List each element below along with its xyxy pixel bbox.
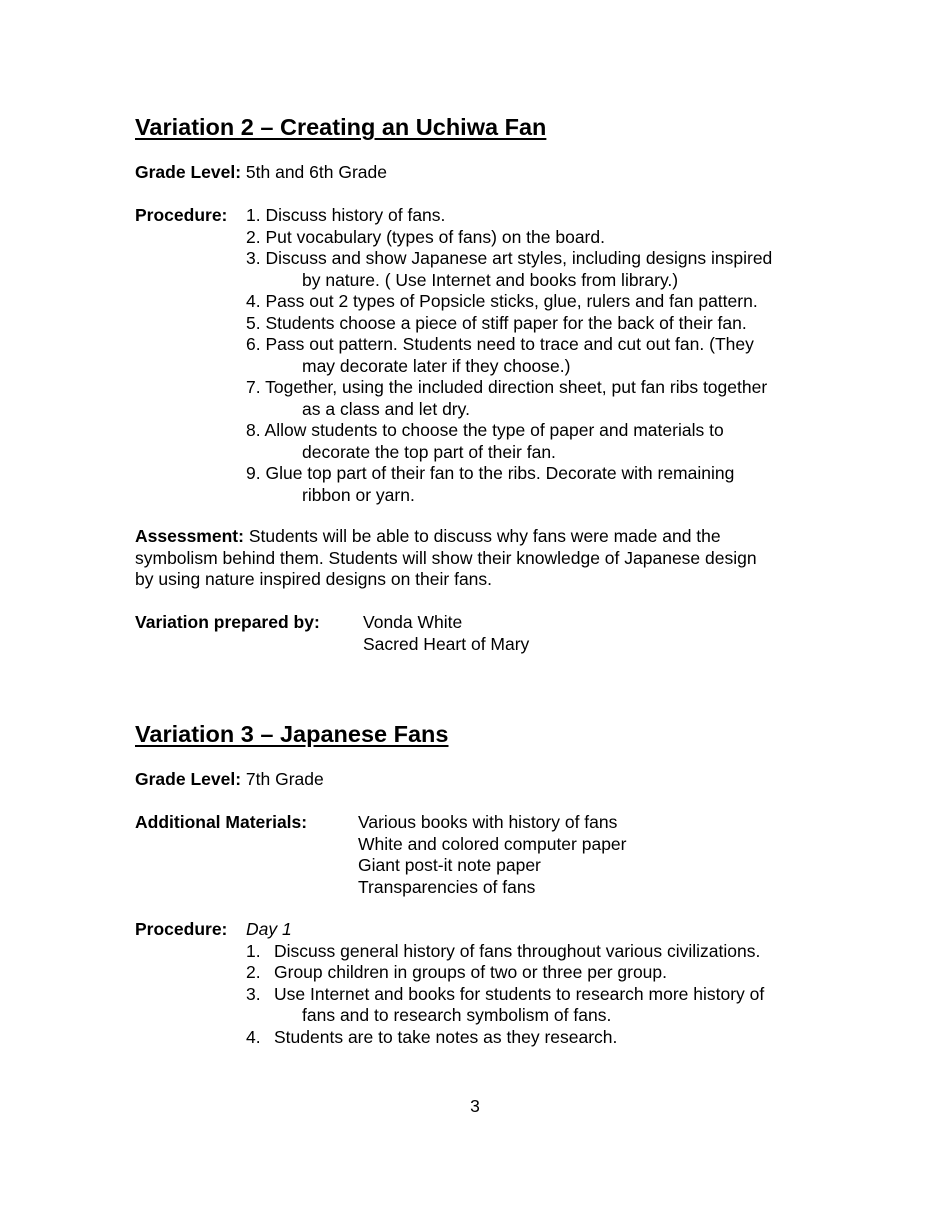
step-text: Discuss general history of fans throughout various civilizations. <box>274 940 761 961</box>
step-text: Glue top part of their fan to the ribs. Decorate with remaining <box>265 463 735 483</box>
v3-day-label: Day 1 <box>246 919 292 939</box>
v2-procedure-step <box>246 227 605 249</box>
v2-procedure-label: Procedure: <box>135 205 228 225</box>
v3-material-item: Various books with history of fans <box>358 812 618 832</box>
v3-material-item: Transparencies of fans <box>358 876 536 897</box>
step-text: Discuss and show Japanese art styles, including designs inspired <box>265 248 773 268</box>
step-text: Use Internet and books for students to research more history of <box>274 983 765 1004</box>
step-text: Students are to take notes as they research. <box>274 1026 618 1047</box>
step-text-continuation: by nature. ( Use Internet and books from library.) <box>302 269 679 290</box>
step-number: 6. <box>246 334 261 354</box>
v3-material-item: Giant post-it note paper <box>358 855 541 875</box>
step-text: Allow students to choose the type of paper and materials to <box>264 420 724 440</box>
v2-procedure-step <box>246 334 754 356</box>
step-text: Group children in groups of two or three per group. <box>274 962 667 982</box>
step-number: 3. <box>246 983 261 1004</box>
step-text: Together, using the included direction sheet, put fan ribs together <box>265 377 768 397</box>
step-number: 1. <box>246 940 261 961</box>
v2-grade-value: 5th and 6th Grade <box>245 162 387 182</box>
step-text-continuation: decorate the top part of their fan. <box>302 441 556 462</box>
v3-material-item: White and colored computer paper <box>358 833 627 854</box>
v2-assessment-label: Assessment: <box>135 526 244 546</box>
v2-procedure-step <box>246 377 767 399</box>
step-text: Pass out 2 types of Popsicle sticks, glue, rulers and fan pattern. <box>265 291 758 311</box>
v2-prepared-label: Variation prepared by: <box>135 612 320 632</box>
v3-grade-level <box>135 769 324 791</box>
step-text-continuation: as a class and let dry. <box>302 398 470 419</box>
page-number: 3 <box>470 1096 480 1116</box>
step-number: 4. <box>246 291 261 311</box>
v3-procedure-label: Procedure: <box>135 919 228 939</box>
v3-materials-label: Additional Materials: <box>135 812 308 832</box>
step-number: 2. <box>246 962 261 982</box>
v2-procedure-step <box>246 463 734 485</box>
v2-procedure-step <box>246 248 772 270</box>
v2-procedure-step <box>246 291 758 313</box>
step-number: 3. <box>246 248 261 268</box>
step-number: 7. <box>246 377 261 397</box>
v2-procedure-step <box>246 313 747 335</box>
step-number: 2. <box>246 226 261 247</box>
step-text-continuation: may decorate later if they choose.) <box>302 355 571 376</box>
v2-assessment <box>135 526 721 548</box>
variation-3-title: Variation 3 – Japanese Fans <box>135 721 449 747</box>
v2-grade-label: Grade Level: <box>135 162 242 182</box>
step-text: Discuss history of fans. <box>265 205 446 225</box>
v2-grade-level <box>135 162 387 184</box>
step-text: Put vocabulary (types of fans) on the board. <box>265 226 605 247</box>
step-text: Students choose a piece of stiff paper for the back of their fan. <box>265 312 747 333</box>
step-text-continuation: ribbon or yarn. <box>302 484 415 505</box>
step-number: 5. <box>246 312 261 333</box>
v2-assessment-line-2: symbolism behind them. Students will show their knowledge of Japanese design <box>135 547 757 568</box>
step-text-continuation: fans and to research symbolism of fans. <box>302 1005 612 1025</box>
step-number: 1. <box>246 205 261 225</box>
step-number: 4. <box>246 1026 261 1047</box>
v3-grade-label: Grade Level: <box>135 769 242 789</box>
step-text: Pass out pattern. Students need to trace and cut out fan. (They <box>265 334 754 354</box>
v3-grade-value: 7th Grade <box>245 769 324 789</box>
step-number: 9. <box>246 463 261 483</box>
v2-prepared-school: Sacred Heart of Mary <box>363 633 530 654</box>
v2-prepared-name: Vonda White <box>363 612 463 632</box>
step-number: 8. <box>246 420 261 440</box>
variation-2-title: Variation 2 – Creating an Uchiwa Fan <box>135 114 547 140</box>
v2-procedure-step <box>246 205 445 227</box>
v2-assessment-line-1: Students will be able to discuss why fans were made and the <box>248 526 721 546</box>
v2-assessment-line-3: by using nature inspired designs on their fans. <box>135 569 493 589</box>
v2-procedure-step <box>246 420 724 442</box>
